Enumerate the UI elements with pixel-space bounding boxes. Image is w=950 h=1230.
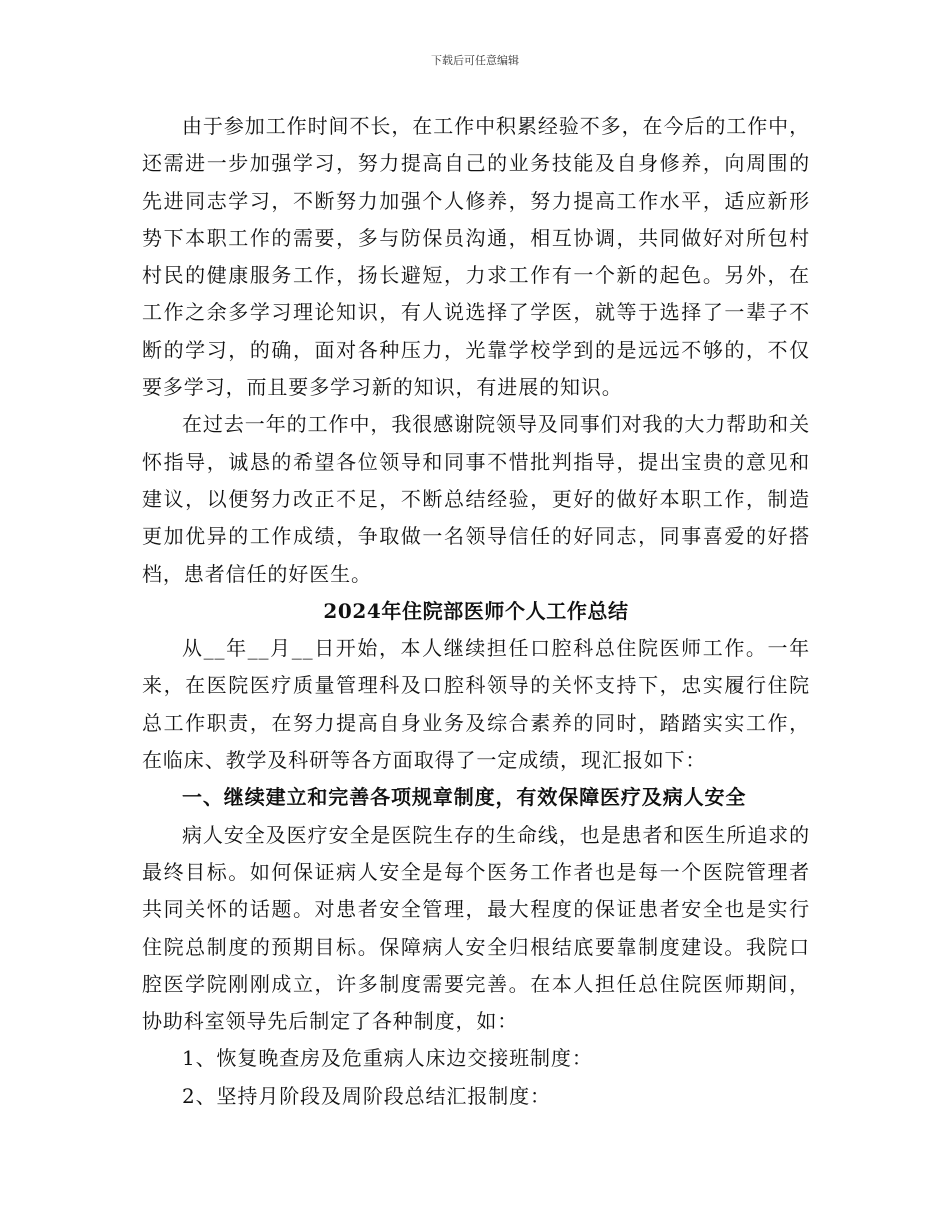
list-item: 2、坚持月阶段及周阶段总结汇报制度： <box>182 1083 551 1108</box>
section-heading-1: 一、继续建立和完善各项规章制度，有效保障医疗及病人安全 <box>182 785 747 810</box>
paragraph-patient-safety: 病人安全及医疗安全是医院生存的生命线，也是患者和医生所追求的最终目标。如何保证病人安全是每个医务工作者也是每一个医院管理者共同关怀的话题。对患者安全管理，最大程度的保证患者安全也是实行住院总制度的预期目标。保障病人安全归根结底要靠制度建设。我院口腔医学院刚刚成立，许多制度需要完善。在本人担任总住院医师期间，协助科室领导先后制定了各种制度，如： <box>142 822 810 1034</box>
paragraph-study-plan: 由于参加工作时间不长，在工作中积累经验不多，在今后的工作中，还需进一步加强学习，努力提高自己的业务技能及自身修养，向周围的先进同志学习，不断努力加强个人修养，努力提高工作水平，适应新形势下本职工作的需要，多与防保员沟通，相互协调，共同做好对所包村村民的健康服务工作，扬长避短，力求工作有一个新的起色。另外，在工作之余多学习理论知识，有人说选择了学医，就等于选择了一辈子不断的学习，的确，面对各种压力，光靠学校学到的是远远不够的，不仅要多学习，而且要多学习新的知识，有进展的知识。 <box>142 114 810 400</box>
document-title: 2024年住院部医师个人工作总结 <box>323 598 629 623</box>
list-item: 1、恢复晚查房及危重病人床边交接班制度： <box>182 1046 593 1071</box>
paragraph-introduction: 从__年__月__日开始，本人继续担任口腔科总住院医师工作。一年来，在医院医疗质量管理科及口腔科领导的关怀支持下，忠实履行住院总工作职责，在努力提高自身业务及综合素养的同时，踏踏实实工作，在临床、教学及科研等各方面取得了一定成绩，现汇报如下： <box>142 636 810 773</box>
document-body <box>142 108 810 1115</box>
page-header: 下载后可任意编辑 <box>431 54 519 67</box>
paragraph-thanks: 在过去一年的工作中，我很感谢院领导及同事们对我的大力帮助和关怀指导，诚恳的希望各位领导和同事不惜批判指导，提出宝贵的意见和建议，以便努力改正不足，不断总结经验，更好的做好本职工作，制造更加优异的工作成绩，争取做一名领导信任的好同志，同事喜爱的好搭档，患者信任的好医生。 <box>142 412 810 586</box>
